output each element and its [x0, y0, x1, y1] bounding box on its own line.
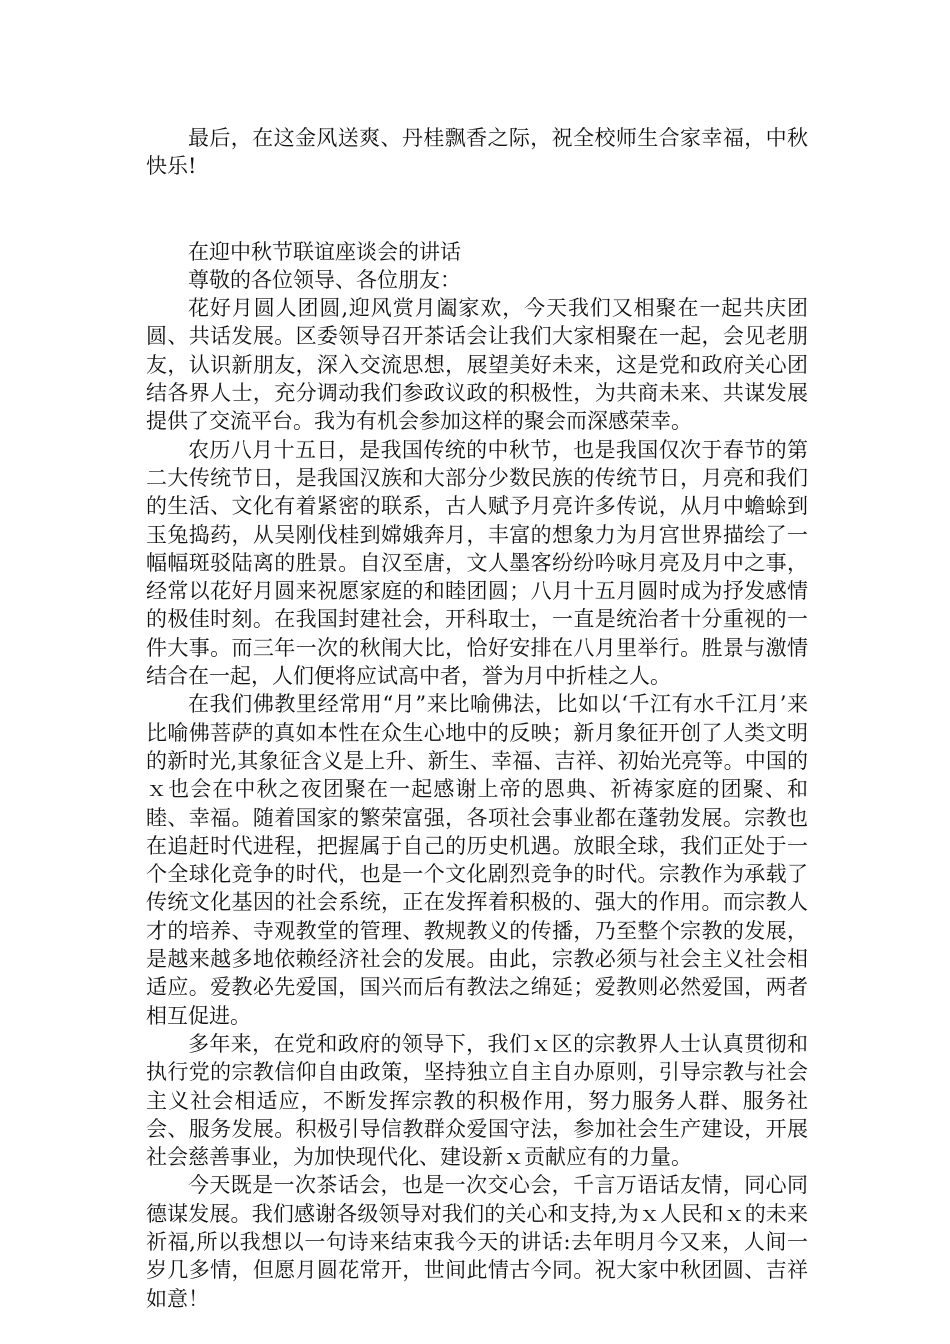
speech-salutation: 尊敬的各位领导、各位朋友： — [188, 267, 461, 292]
closing-paragraph-previous: 最后，在这金风送爽、丹桂飘香之际，祝全校师生合家幸福，中秋快乐! — [146, 126, 808, 179]
body-paragraph: 在我们佛教里经常用“月”来比喻佛法，比如以‘千江有水千江月’来比喻佛菩萨的真如本性在众生心地中的反映；新月象征开创了人类文明的新时光,其象征含义是上升、新生、幸福、吉祥、初始光亮等。中国的ｘ也会在中秋之夜团聚在一起感谢上帝的恩典、祈祷家庭的团聚、和睦、幸福。随着国家的繁荣富强，各项社会事业都在蓬勃发展。宗教也在追赶时代进程，把握属于自己的历史机遇。放眼全球，我们正处于一个全球化竞争的时代，也是一个文化剧烈竞争的时代。宗教作为承载了传统文化基因的社会系统，正在发挥着积极的、强大的作用。而宗教人才的培养、寺观教堂的管理、教规教义的传播，乃至整个宗教的发展，是越来越多地依赖经济社会的发展。由此，宗教必须与社会主义社会相适应。爱教必先爱国，国兴而后有教法之绵延；爱教则必然爱国，两者相互促进。 — [146, 692, 808, 1028]
body-paragraph: 今天既是一次茶话会，也是一次交心会，千言万语话友情，同心同德谋发展。我们感谢各级领导对我们的关心和支持,为ｘ人民和ｘ的未来祈福,所以我想以一句诗来结束我今天的讲话:去年明月今又来，人间一岁几多情，但愿月圆花常开，世间此情古今同。祝大家中秋团圆、吉祥如意！ — [146, 1173, 808, 1311]
document-page — [146, 124, 808, 1313]
section-gap — [146, 181, 808, 238]
speech-title: 在迎中秋节联谊座谈会的讲话 — [188, 239, 461, 264]
body-paragraph: 花好月圆人团圆,迎风赏月阖家欢，今天我们又相聚在一起共庆团圆、共话发展。区委领导召开茶话会让我们大家相聚在一起，会见老朋友，认识新朋友，深入交流思想，展望美好未来，这是党和政府关心团结各界人士，充分调动我们参政议政的积极性，为共商未来、共谋发展提供了交流平台。我为有机会参加这样的聚会而深感荣幸。 — [146, 296, 808, 434]
body-paragraph: 农历八月十五日，是我国传统的中秋节，也是我国仅次于春节的第二大传统节日，是我国汉族和大部分少数民族的传统节日，月亮和我们的生活、文化有着紧密的联系，古人赋予月亮许多传说，从月中蟾蜍到玉兔捣药，从吴刚伐桂到嫦娥奔月，丰富的想象力为月宫世界描绘了一幅幅斑驳陆离的胜景。自汉至唐，文人墨客纷纷吟咏月亮及月中之事，经常以花好月圆来祝愿家庭的和睦团圆；八月十五月圆时成为抒发感情的极佳时刻。在我国封建社会，开科取士，一直是统治者十分重视的一件大事。而三年一次的秋闱大比，恰好安排在八月里举行。胜景与激情结合在一起，人们便将应试高中者，誉为月中折桂之人。 — [146, 437, 808, 689]
body-paragraph: 多年来，在党和政府的领导下，我们ｘ区的宗教界人士认真贯彻和执行党的宗教信仰自由政策，坚持独立自主自办原则，引导宗教与社会主义社会相适应，不断发挥宗教的积极作用，努力服务人群、服务社会、服务发展。积极引导信教群众爱国守法，参加社会生产建设，开展社会慈善事业，为加快现代化、建设新ｘ贡献应有的力量。 — [146, 1031, 808, 1170]
